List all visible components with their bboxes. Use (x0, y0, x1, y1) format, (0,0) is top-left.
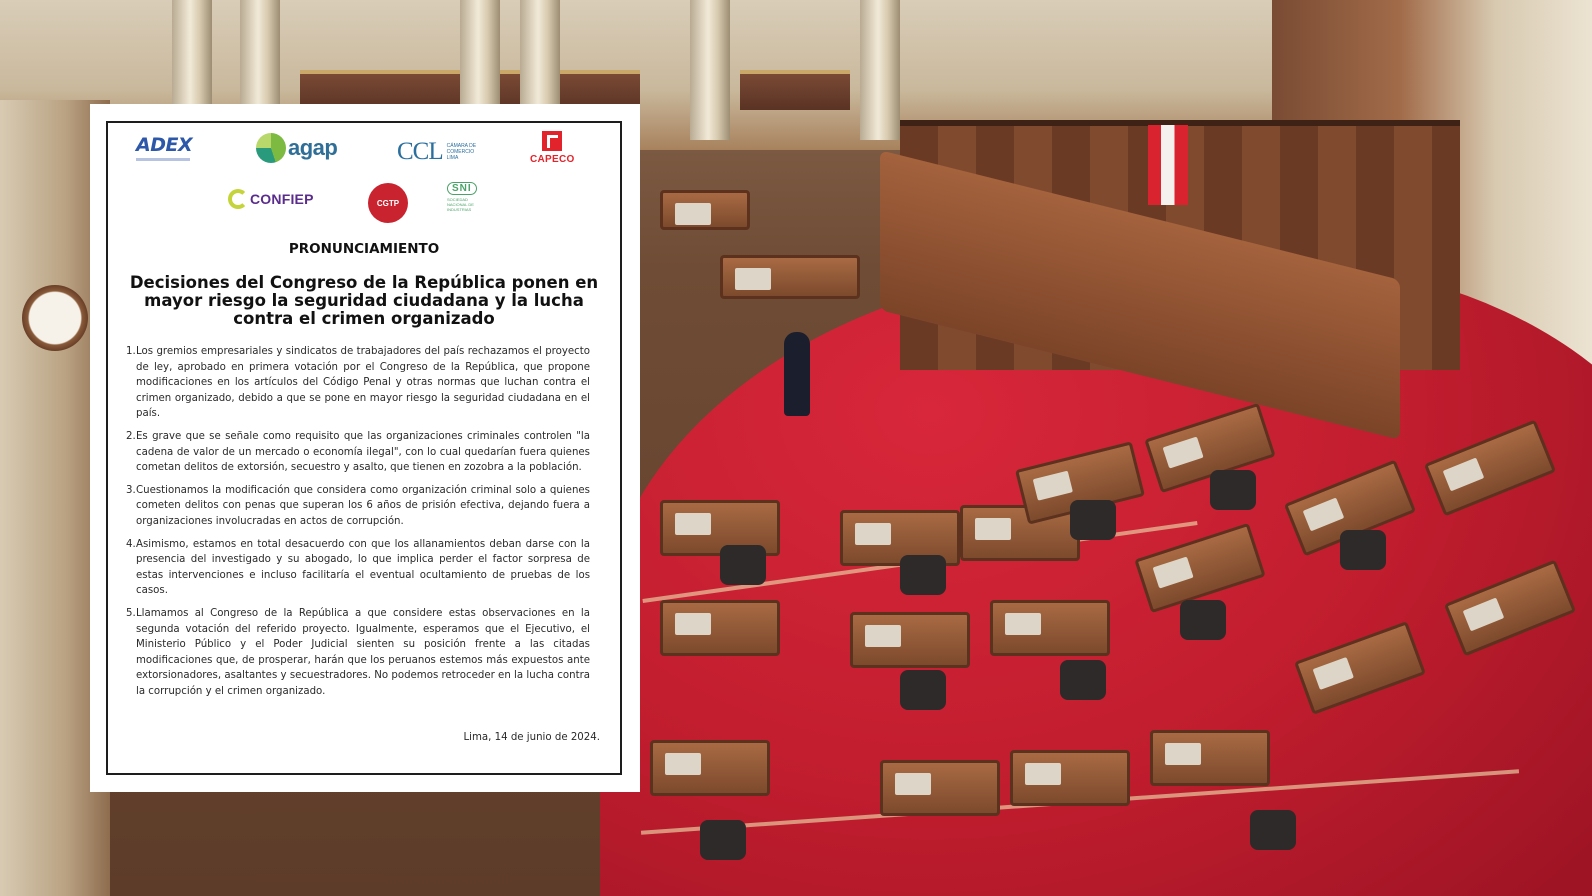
wall-clock (22, 285, 88, 351)
statement-point (126, 429, 590, 476)
peru-flag (1148, 125, 1188, 205)
chair (1340, 530, 1386, 570)
ccl-logo-text: CCL (397, 138, 443, 165)
chair (1250, 810, 1296, 850)
capeco-logo-text: CAPECO (530, 154, 575, 165)
statement-date: Lima, 14 de junio de 2024. (463, 732, 600, 743)
legislator-desk (990, 600, 1110, 656)
legislator-desk (850, 612, 970, 668)
point-number: 5. (126, 607, 136, 619)
confiep-logo (228, 189, 314, 209)
ccl-logo (397, 138, 487, 166)
chair (1070, 500, 1116, 540)
sni-logo-text: SNI (447, 182, 477, 195)
point-text: Llamamos al Congreso de la República a que considere estas observaciones en la segunda votación del referido proyecto. Igualmente, esperamos que el Ejecutivo, el Ministerio Público y el Poder Judicial sienten su posición frente a las citadas modificaciones que, de prosperar, harán que los peruanos estemos más expuestos ante extorsionadores, asaltantes y secuestradores. No podemos retroceder en la lucha contra la corrupción y el crimen organizado. (136, 607, 590, 697)
column (690, 0, 730, 140)
capeco-mark-icon (542, 131, 562, 151)
point-number: 1. (126, 346, 136, 357)
legislator-desk (660, 190, 750, 230)
point-text: Los gremios empresariales y sindicatos de trabajadores del país rechazamos el proyecto de ley, aprobado en primera votación por el Congreso de la República, que propone modificaciones en los artículos del Código Penal y otras normas que luchan contra el crimen organizado, debido a que se pone en mayor riesgo la seguridad ciudadana en el país. (136, 346, 590, 420)
statement-title: Decisiones del Congreso de la República ponen en mayor riesgo la seguridad ciudadana y la lucha contra el crimen organizado (129, 273, 599, 328)
point-number: 2. (126, 430, 136, 442)
statement-point (126, 483, 590, 530)
statement-point (126, 537, 590, 599)
chair (1180, 600, 1226, 640)
point-text: Asimismo, estamos en total desacuerdo con que los allanamientos deban darse con la presencia del investigado y su abogado, lo que implica perder el factor sorpresa de estas intervenciones e incluso facilitaría el eventual ocultamiento de pruebas de los casos. (136, 538, 590, 597)
point-number: 3. (126, 484, 136, 496)
agap-globe-icon (256, 133, 286, 163)
adex-logo (136, 136, 196, 161)
sni-logo (447, 182, 477, 212)
column (860, 0, 900, 140)
chair (900, 555, 946, 595)
legislator-desk (1150, 730, 1270, 786)
point-text: Es grave que se señale como requisito que las organizaciones criminales controlen "la cadena de valor de un mercado o economía ilegal", con lo cual quedarían fuera quienes cometan delitos de extorsión, secuestro y asalto, que tienen en zozobra a la población. (136, 430, 590, 474)
statement-heading: PRONUNCIAMIENTO (288, 241, 440, 257)
capeco-logo (530, 131, 575, 165)
sni-logo-tagline: SOCIEDAD NACIONAL DE INDUSTRIAS (447, 197, 474, 212)
adex-logo-text: ADEX (136, 134, 193, 156)
point-text: Cuestionamos la modificación que considera como organización criminal solo a quienes cometen delitos con penas que superan los 6 años de prisión efectiva, dejando fuera a organizaciones involucradas en actos de corrupción. (136, 484, 590, 527)
statement-points (126, 344, 590, 706)
center-balcony (740, 70, 850, 110)
confiep-ring-icon (228, 189, 248, 209)
legislator-desk (660, 600, 780, 656)
statement-card (90, 104, 640, 792)
adex-logo-tagline-mark (136, 158, 190, 161)
confiep-logo-text: CONFIEP (250, 191, 314, 207)
chair (1210, 470, 1256, 510)
chair (900, 670, 946, 710)
agap-logo-text: agap (288, 135, 338, 160)
agap-logo (256, 133, 337, 163)
statement-point (126, 344, 590, 422)
statement-point (126, 606, 590, 700)
legislator-desk (650, 740, 770, 796)
chair (700, 820, 746, 860)
legislator-desk (720, 255, 860, 299)
chair (720, 545, 766, 585)
point-number: 4. (126, 538, 136, 550)
legislator-desk (880, 760, 1000, 816)
cgtp-logo-text: CGTP (376, 198, 400, 208)
legislator-desk (1010, 750, 1130, 806)
chair (1060, 660, 1106, 700)
cgtp-logo (368, 183, 408, 223)
person-walking (784, 332, 810, 416)
ccl-logo-tagline: CÁMARA DE COMERCIO LIMA (446, 143, 477, 161)
